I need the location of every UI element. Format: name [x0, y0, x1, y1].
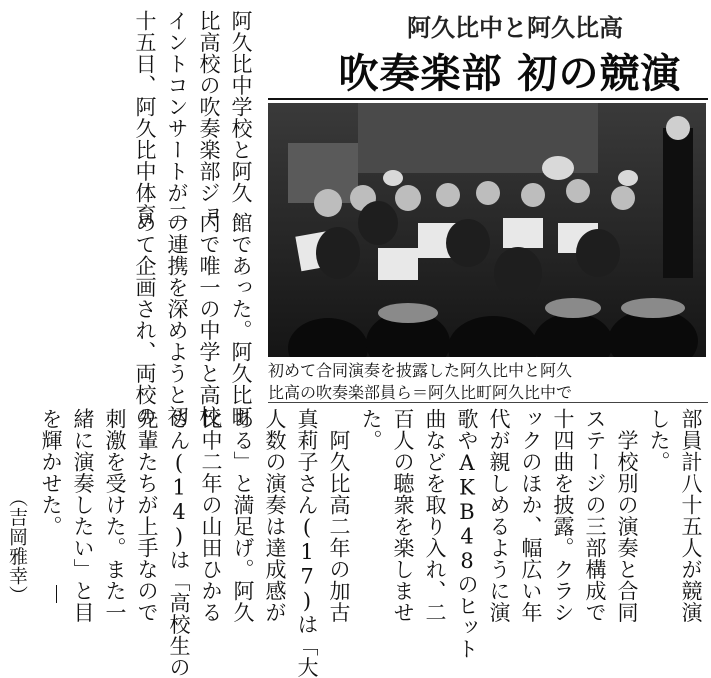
article-column: ックのほか、幅広い年: [519, 408, 543, 623]
article-column: 阿久比中学校と阿久: [229, 10, 253, 204]
article-column: 部員計八十五人が競演: [679, 408, 703, 623]
caption-line: 初めて合同演奏を披露した阿久比中と阿久: [268, 361, 573, 380]
article-column: 内で唯一の中学と高校: [197, 212, 221, 427]
divider: [268, 402, 708, 403]
headline-subtitle: 阿久比中と阿久比高: [407, 14, 623, 42]
article-column: 代が親しめるように演: [487, 408, 511, 623]
caption-line: 比高の吹奏楽部員ら＝阿久比町阿久比中で: [268, 383, 573, 402]
article-column: 館であった。阿久比町: [229, 212, 253, 427]
article-column: めて企画され、両校の: [133, 212, 157, 427]
article-column: を輝かせた。: [39, 408, 63, 537]
article-column: 歌やAKB48のヒット: [455, 408, 479, 660]
photo-caption: [268, 360, 708, 404]
article-column: ステージの三部構成で: [583, 408, 607, 623]
article-column: 真莉子さん(17)は「大: [295, 408, 319, 678]
divider: [268, 98, 708, 100]
article-column: た。: [359, 408, 383, 451]
article-column: 人数の演奏は達成感が: [263, 408, 287, 623]
article-column: 先輩たちが上手なので: [135, 408, 159, 623]
headline-title: 吹奏楽部 初の競演: [338, 51, 682, 97]
article-column: の連携を深めようと初: [165, 212, 189, 427]
article-column: 比高校の吹奏楽部ジョ: [197, 10, 221, 225]
article-column: した。: [647, 408, 671, 473]
concert-photo: [268, 103, 706, 357]
article-column: 学校別の演奏と合同: [615, 408, 639, 623]
article-column: ある」と満足げ。阿久: [231, 408, 255, 623]
article-column: 百人の聴衆を楽しませ: [391, 408, 415, 623]
divider: [56, 585, 57, 603]
article-column: 刺激を受けた。また一: [103, 408, 127, 623]
article-column: 曲などを取り入れ、二: [423, 408, 447, 623]
byline: （吉岡雅幸）: [6, 488, 28, 605]
article-column: 阿久比高二年の加古: [327, 408, 351, 623]
article-column: 緒に演奏したい」と目: [71, 408, 95, 623]
concert-photo-image: [268, 103, 706, 357]
article-column: 十四曲を披露。クラシ: [551, 408, 575, 623]
article-column: イントコンサートが二: [165, 10, 189, 225]
article-column: 比中二年の山田ひかる: [199, 408, 223, 623]
article-column: 十五日、阿久比中体育: [133, 10, 157, 225]
article-column: さん(14)は「高校生の: [167, 408, 191, 678]
